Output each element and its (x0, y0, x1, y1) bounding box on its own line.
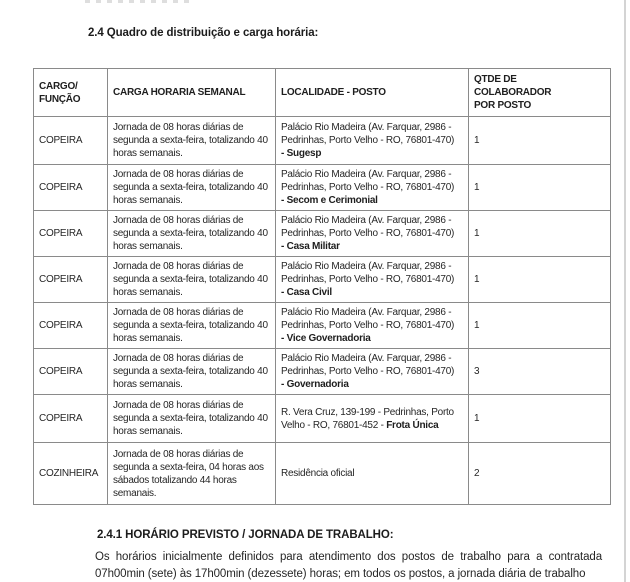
page-edge-line (624, 0, 626, 582)
localidade-cell (276, 117, 469, 165)
localidade-text: Palácio Rio Madeira (Av. Farquar, 2986 - Pedrinhas, Porto Velho - RO, 76801-470) (281, 261, 455, 285)
localidade-cell (276, 165, 469, 211)
header-localidade: LOCALIDADE - POSTO (276, 69, 469, 117)
header-cargo: CARGO/ FUNÇÃO (34, 69, 108, 117)
carga-cell: Jornada de 08 horas diárias de segunda a sexta-feira, totalizando 40 horas semanais. (108, 349, 276, 395)
localidade-cell (276, 211, 469, 257)
localidade-text: Palácio Rio Madeira (Av. Farquar, 2986 - Pedrinhas, Porto Velho - RO, 76801-470) (281, 353, 455, 377)
header-qtde: QTDE DE COLABORADOR POR POSTO (469, 69, 611, 117)
section-heading: 2.4 Quadro de distribuição e carga horária: (88, 27, 319, 39)
cargo-cell: COPEIRA (34, 117, 108, 165)
localidade-cell (276, 349, 469, 395)
posto-text: - Casa Militar (281, 241, 340, 252)
qtde-cell: 3 (469, 349, 611, 395)
cargo-cell: COPEIRA (34, 395, 108, 443)
header-carga: CARGA HORARIA SEMANAL (108, 69, 276, 117)
qtde-cell: 1 (469, 211, 611, 257)
cargo-cell: COPEIRA (34, 165, 108, 211)
qtde-cell: 1 (469, 303, 611, 349)
table-row (34, 165, 611, 211)
localidade-cell (276, 395, 469, 443)
posto-text: - Governadoria (281, 379, 349, 390)
qtde-cell: 1 (469, 257, 611, 303)
qtde-cell: 2 (469, 443, 611, 505)
posto-text: - Vice Governadoria (281, 333, 371, 344)
table-row (34, 303, 611, 349)
posto-text: Frota Única (386, 419, 439, 431)
cargo-cell: COPEIRA (34, 211, 108, 257)
carga-cell: Jornada de 08 horas diárias de segunda a sexta-feira, totalizando 40 horas semanais. (108, 303, 276, 349)
posto-text: - Casa Civil (281, 287, 332, 298)
cargo-cell: COPEIRA (34, 257, 108, 303)
cargo-cell: COZINHEIRA (34, 443, 108, 505)
table-row (34, 117, 611, 165)
qtde-cell: 1 (469, 165, 611, 211)
cargo-cell: COPEIRA (34, 303, 108, 349)
cargo-cell: COPEIRA (34, 349, 108, 395)
table-header-row (34, 69, 611, 117)
localidade-cell (276, 257, 469, 303)
localidade-text: Palácio Rio Madeira (Av. Farquar, 2986 - Pedrinhas, Porto Velho - RO, 76801-470) (281, 122, 455, 146)
table-row (34, 257, 611, 303)
carga-cell: Jornada de 08 horas diárias de segunda a sexta-feira, 04 horas aos sábados totalizando 44 horas semanais. (108, 443, 276, 505)
table-body (34, 117, 611, 505)
distribution-table (33, 68, 611, 505)
carga-cell: Jornada de 08 horas diárias de segunda a sexta-feira, totalizando 40 horas semanais. (108, 257, 276, 303)
qtde-cell: 1 (469, 395, 611, 443)
carga-cell: Jornada de 08 horas diárias de segunda a sexta-feira, totalizando 40 horas semanais. (108, 165, 276, 211)
subsection-heading: 2.4.1 HORÁRIO PREVISTO / JORNADA DE TRABALHO: (97, 529, 394, 541)
localidade-cell (276, 303, 469, 349)
posto-text: - Secom e Cerimonial (281, 195, 378, 206)
localidade-text: Palácio Rio Madeira (Av. Farquar, 2986 - Pedrinhas, Porto Velho - RO, 76801-470) (281, 215, 455, 239)
distribution-table-wrap (33, 68, 610, 505)
table-row (34, 395, 611, 443)
localidade-text: Palácio Rio Madeira (Av. Farquar, 2986 - Pedrinhas, Porto Velho - RO, 76801-470) (281, 169, 455, 193)
carga-cell: Jornada de 08 horas diárias de segunda a sexta-feira, totalizando 40 horas semanais. (108, 117, 276, 165)
table-row (34, 211, 611, 257)
localidade-text: Palácio Rio Madeira (Av. Farquar, 2986 - Pedrinhas, Porto Velho - RO, 76801-470) (281, 307, 455, 331)
carga-cell: Jornada de 08 horas diárias de segunda a sexta-feira, totalizando 40 horas semanais. (108, 211, 276, 257)
body-paragraph: Os horários inicialmente definidos para atendimento dos postos de trabalho para a contratada 07h00min (sete) às 17h00min (dezessete) horas; em todos os postos, a jornada diária de trabalho (95, 551, 602, 580)
localidade-text: R. Vera Cruz, 139-199 - Pedrinhas, Porto Velho - RO, 76801-452 - (281, 406, 454, 431)
carga-cell: Jornada de 08 horas diárias de segunda a sexta-feira, totalizando 40 horas semanais. (108, 395, 276, 443)
localidade-cell (276, 443, 469, 505)
qtde-cell: 1 (469, 117, 611, 165)
table-row (34, 443, 611, 505)
table-row (34, 349, 611, 395)
localidade-text: Residência oficial (281, 468, 355, 479)
clipped-text-fragment (85, 0, 193, 3)
posto-text: - Sugesp (281, 148, 322, 159)
